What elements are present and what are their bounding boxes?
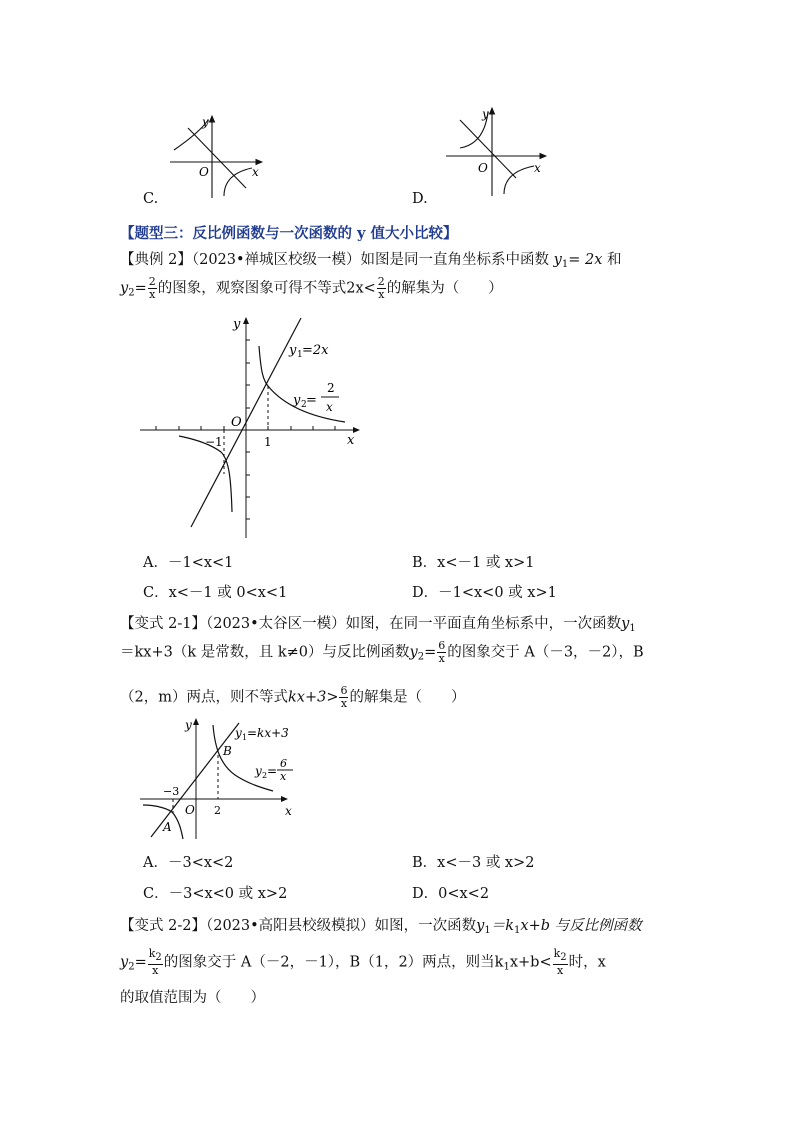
y1-label-rhs: =2x xyxy=(302,343,329,358)
y1-symbol: y xyxy=(476,918,485,934)
variant-text: （2023•高阳县校级模拟）如图，一次函数 xyxy=(205,918,477,934)
axis-x-label: x xyxy=(347,433,355,448)
variant-text: ＝kx+3（k 是常数，且 k≠0）与反比例函数 xyxy=(120,644,410,661)
example-2-graph xyxy=(135,312,370,540)
ineq-lhs: 2x xyxy=(346,280,364,297)
eq-sign: = xyxy=(424,644,437,661)
tick-label-neg3: −3 xyxy=(163,785,180,798)
example-2-option-b[interactable]: B．x<－1 或 x>1 xyxy=(412,555,535,571)
ineq-lhs: kx+3 xyxy=(287,689,327,706)
fraction: $\frac{2}{x}$ xyxy=(148,275,156,301)
y2-symbol: y xyxy=(409,644,418,661)
y2-label: y xyxy=(293,393,301,408)
k-symbol: k xyxy=(494,954,504,971)
example-2-line-1 xyxy=(120,248,622,270)
k1-text: ＝k xyxy=(490,918,515,934)
variant-text: x+b 与反比例函数 xyxy=(520,918,642,934)
y2-label-sub: 2 xyxy=(301,400,307,410)
y2-label-eq: = xyxy=(267,764,278,778)
variant-text: 的解集是（ ） xyxy=(349,689,466,706)
y1-label: y xyxy=(235,726,242,740)
variant-2-1-line-2 xyxy=(120,640,644,665)
fraction: $\frac{k2}{x}$ xyxy=(553,947,567,977)
axis-y-label: y xyxy=(233,317,241,332)
variant-text: 时，x xyxy=(568,954,606,971)
variant-text: （2，m）两点，则不等式 xyxy=(120,689,288,706)
example-2-option-c[interactable]: C．x<－1 或 0<x<1 xyxy=(143,585,288,601)
y2-sub: 2 xyxy=(128,287,135,299)
y1-symbol: y xyxy=(553,252,562,268)
y1-sub: 1 xyxy=(484,925,491,936)
axis-x-label: x xyxy=(252,165,259,179)
variant-2-2-line-2 xyxy=(120,948,606,977)
xb-text: x+b xyxy=(509,954,540,971)
origin-label: O xyxy=(185,803,195,817)
y1-symbol: y xyxy=(621,616,630,632)
option-c-graph xyxy=(160,110,270,200)
y1-sub: 1 xyxy=(629,623,636,634)
variant-2-2-line-3: 的取值范围为（ ） xyxy=(120,990,265,1006)
option-d-label: D. xyxy=(412,191,428,207)
axis-y-label: y xyxy=(202,115,209,129)
y2-label-den: x xyxy=(326,400,333,414)
fraction: $\frac{2}{x}$ xyxy=(377,275,385,301)
y2-label-sub: 2 xyxy=(262,771,268,780)
y2-symbol: y xyxy=(120,280,129,297)
eq-sign: = xyxy=(134,954,147,971)
y2-sub: 2 xyxy=(128,961,135,973)
option-c-label: C. xyxy=(143,191,159,207)
variant-2-2-line-1 xyxy=(120,914,642,936)
gt-sign: > xyxy=(326,689,339,706)
point-b-label: B xyxy=(223,744,232,758)
text-mid: 的图象，观察图象可得不等式 xyxy=(157,280,347,297)
fraction: $\frac{k2}{x}$ xyxy=(148,947,162,977)
example-source: （2023•禅城区校级一模）如图是同一直角坐标系中函数 xyxy=(191,252,550,268)
lt-sign: < xyxy=(363,280,376,297)
example-2-line-2 xyxy=(120,276,503,301)
fraction: $\frac{6}{x}$ xyxy=(438,639,446,665)
example-2-option-a[interactable]: A．－1<x<1 xyxy=(143,555,234,571)
k1-sub: 1 xyxy=(514,925,521,936)
tick-label-2: 2 xyxy=(214,804,221,817)
variant-tag: 【变式 2-2】 xyxy=(120,918,206,934)
variant-text: 的图象交于 A（－3，－2），B xyxy=(447,644,644,661)
origin-label: O xyxy=(478,161,488,175)
variant-2-1-line-3 xyxy=(120,685,465,710)
origin-label: O xyxy=(231,415,242,430)
variant-2-1-option-a[interactable]: A．－3<x<2 xyxy=(143,855,234,871)
y1-label: y xyxy=(289,343,297,358)
variant-2-1-graph xyxy=(135,715,305,843)
variant-2-1-option-b[interactable]: B．x<－3 或 x>2 xyxy=(412,855,535,871)
tick-label-1: 1 xyxy=(264,435,272,449)
and-text: 和 xyxy=(602,252,622,268)
y2-symbol: y xyxy=(120,954,129,971)
axis-x-label: x xyxy=(534,161,541,175)
y2-sub: 2 xyxy=(417,651,425,663)
eq-sign: = xyxy=(134,280,147,297)
y2-label-eq: = xyxy=(306,393,317,408)
variant-text: 的图象交于 A（－2，－1），B（1，2）两点，则当 xyxy=(163,954,495,971)
origin-label: O xyxy=(199,165,209,179)
y1-label-sub: 1 xyxy=(242,733,248,742)
y2-label-den: x xyxy=(280,770,287,783)
axis-y-label: y xyxy=(185,718,192,732)
example-tag: 【典例 2】 xyxy=(120,252,192,268)
variant-2-1-option-d[interactable]: D．0<x<2 xyxy=(412,886,490,902)
variant-2-1-option-c[interactable]: C．－3<x<0 或 x>2 xyxy=(143,886,288,902)
y1-label-rhs: =kx+3 xyxy=(247,726,289,740)
axis-x-label: x xyxy=(285,804,292,818)
text-end: 的解集为（ ） xyxy=(386,280,503,297)
tick-label-neg1: −1 xyxy=(205,435,223,449)
variant-2-1-line-1 xyxy=(120,612,636,634)
k-sub: 1 xyxy=(503,961,510,973)
y2-label: y xyxy=(255,764,262,778)
lt-sign: < xyxy=(539,954,552,971)
y2-label-num: 6 xyxy=(280,757,287,770)
y1-sub: 1 xyxy=(561,259,569,270)
section-title: 【题型三：反比例函数与一次函数的 y 值大小比较】 xyxy=(120,225,458,242)
point-a-label: A xyxy=(163,820,172,834)
option-d-graph xyxy=(438,104,553,199)
variant-text: （2023•太谷区一模）如图，在同一平面直角坐标系中，一次函数 xyxy=(205,616,622,632)
fraction: $\frac{6}{x}$ xyxy=(340,684,348,710)
y1-label-sub: 1 xyxy=(297,350,303,360)
axis-y-label: y xyxy=(482,107,489,121)
y2-label-num: 2 xyxy=(327,381,335,395)
y1-rhs: = 2x xyxy=(568,252,603,268)
example-2-option-d[interactable]: D．－1<x<0 或 x>1 xyxy=(412,585,557,601)
variant-tag: 【变式 2-1】 xyxy=(120,616,206,632)
